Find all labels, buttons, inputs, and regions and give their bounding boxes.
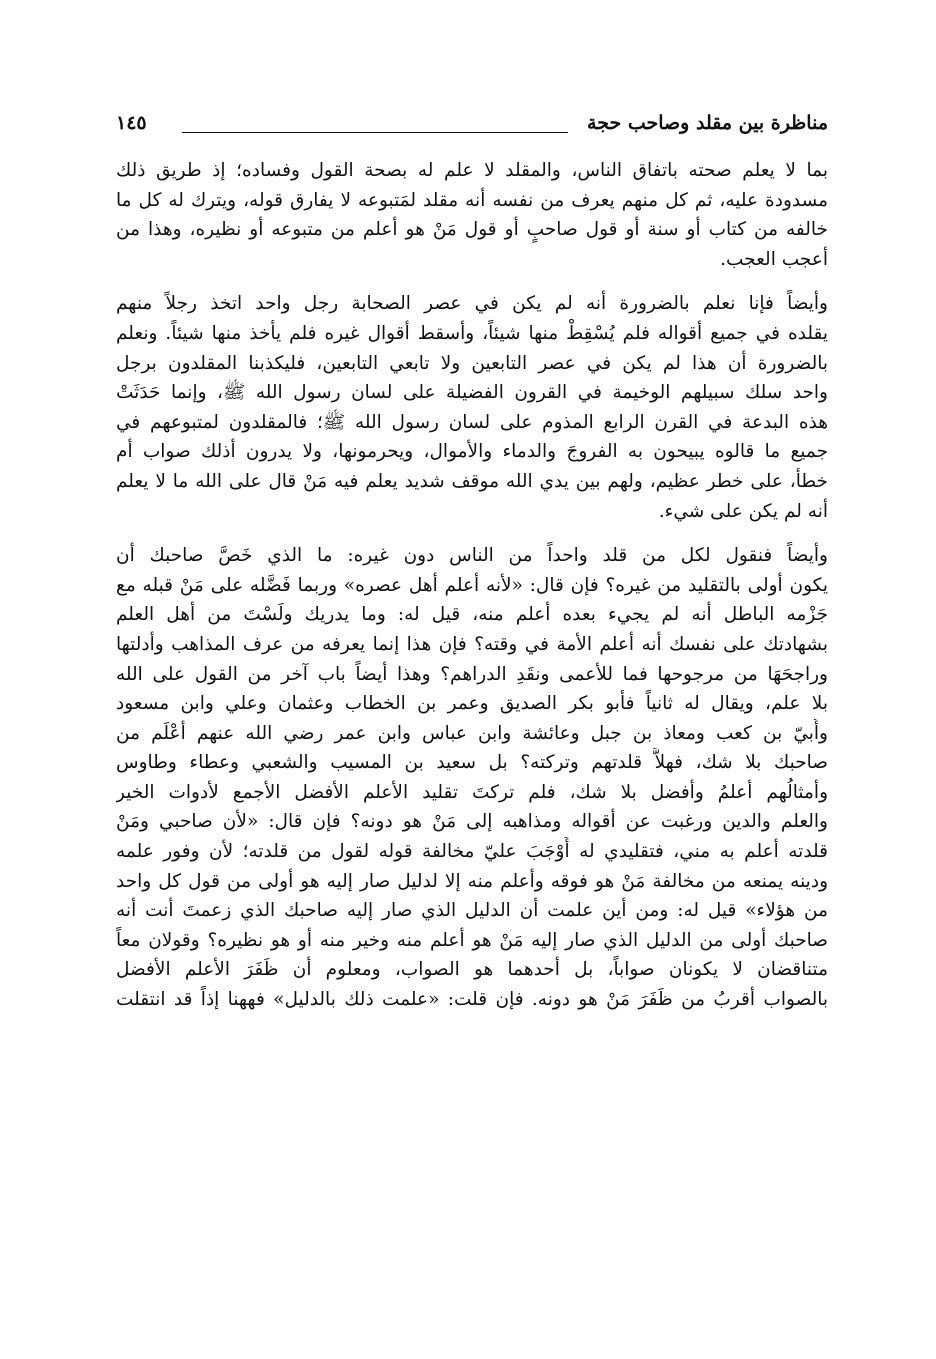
text-line: جَزْمه الباطل أنه لم يجيء بعده أعلم منه، قيل له: وما يدريك ولَسْتَ من أهل العلم — [116, 604, 828, 626]
text-line: جميع ما قالوه يبيحون به الفروجَ والدماء والأموال، ويحرمونها، ولا يدرون أذلك صواب أم — [116, 441, 828, 463]
page-number: ١٤٥ — [116, 112, 147, 134]
text-line: قلدته أعلم به مني، فتقليدي له أَوْجَبَ عليّ مخالفة قوله لقول من قلدته؛ لأن وفور علمه — [116, 841, 828, 863]
text-line: متناقضان لا يكونان صواباً، بل أحدهما هو الصواب، ومعلوم أن ظَفَرَ الأعلم الأفضل — [116, 959, 828, 981]
text-line: يكون أولى بالتقليد من غيره؟ فإن قال: «لأنه أعلم أهل عصره» وربما فَضَّله على مَنْ قبله مع — [116, 574, 828, 596]
text-line: خالفه من كتاب أو سنة أو قول صاحبٍ أو قول مَنْ هو أعلم من متبوعه أو نظيره، وهذا من — [116, 219, 828, 241]
text-line: مسدودة عليه، ثم كل منهم يعرف من نفسه أنه مقلد لمَتبوعه لا يفارق قوله، ويترك له كل ما — [116, 189, 828, 211]
text-line: وأيضاً فإنا نعلم بالضرورة أنه لم يكن في عصر الصحابة رجل واحد اتخذ رجلاً منهم — [116, 293, 828, 315]
body-text — [116, 156, 828, 1015]
text-line: وأمثالُهم أعلمُ وأفضل بلا شك، فلم تركتَ تقليد الأعلم الأفضل الأجمع لأدوات الخير — [116, 781, 828, 803]
text-line: صاحبك أولى من الدليل الذي صار إليه مَنْ هو أعلم منه وخير منه أو هو نظيره؟ وقولان معاً — [116, 929, 828, 951]
header-title: مناظرة بين مقلد وصاحب حجة — [587, 112, 828, 134]
text-line: وأيضاً فنقول لكل من قلد واحداً من الناس دون غيره: ما الذي خَصَّ صاحبك أن — [116, 545, 828, 567]
text-line: هذه البدعة في القرن الرابع المذوم على لسان رسول الله ﷺ؛ فالمقلدون لمتبوعهم في — [116, 411, 828, 433]
text-line: وراجحَهَا من مرجوحها فما للأعمى ونقَدِ الدراهم؟ وهذا أيضاً باب آخر من القول على الله — [116, 663, 828, 685]
text-line: أنه لم يكن على شيء. — [658, 500, 828, 522]
text-line: يقلده في جميع أقواله فلم يُسْقِطْ منها شيئاً، وأسقط أقوال غيره فلم يأخذ منها شيئاً. ونعلم — [116, 322, 828, 344]
text-line: بالصواب أقربُ من ظَفَرَ مَنْ هو دونه. فإن قلت: «علمت ذلك بالدليل» فههنا إذاً قد انتقلت — [116, 989, 828, 1011]
text-line: من هؤلاء» قيل له: ومن أين علمت أن الدليل الذي صار إليه صاحبك الذي زعمتَ أنت أنه — [116, 900, 828, 922]
text-line: بما لا يعلم صحته باتفاق الناس، والمقلد لا علم له بصحة القول وفساده؛ إذ طريق ذلك — [116, 160, 828, 181]
paragraph-gap — [116, 274, 828, 289]
text-line: وأُبيّ بن كعب ومعاذ بن جبل وعائشة وابن عباس وابن عمر رضي الله عنهم أعْلَم من — [116, 722, 828, 744]
paragraph-2 — [116, 289, 828, 526]
paragraph-3 — [116, 541, 828, 1015]
paragraph-1 — [116, 156, 828, 274]
text-line: أعجب العجب. — [720, 248, 828, 270]
paragraph-gap — [116, 526, 828, 541]
text-line: صاحبك بلا شك، فهلاَّ قلدتهم وتركته؟ بل سعيد بن المسيب والشعبي وعطاء وطاوس — [116, 752, 828, 774]
header-rule — [182, 132, 568, 133]
running-header — [116, 110, 828, 146]
text-line: خطأ، على خطر عظيم، ولهم بين يدي الله موقف شديد يعلم فيه مَنْ قال على الله ما لا يعلم — [116, 470, 828, 492]
text-line: بشهادتك على نفسك أنه أعلم الأمة في وقته؟ فإن هذا إنما يعرفه من عرف المذاهب وأدلتها — [116, 633, 828, 655]
text-line: واحد سلك سبيلهم الوخيمة في القرون الفضيلة على لسان رسول الله ﷺ، وإنما حَدَثَتْ — [116, 382, 828, 404]
text-line: ودينه يمنعه من مخالفة مَنْ هو فوقه وأعلم منه إلا لدليل صار إليه هو أولى من قول كل واحد — [116, 870, 828, 892]
text-line: بالضرورة أن هذا لم يكن في عصر التابعين ولا تابعي التابعين، فليكذبنا المقلدون برجل — [116, 352, 828, 374]
text-line: والعلم والدين ورغبت عن أقواله ومذاهبه إلى مَنْ هو دونه؟ فإن قال: «لأن صاحبي ومَنْ — [116, 811, 828, 833]
text-line: بلا علم، ويقال له ثانياً فأبو بكر الصديق وعمر بن الخطاب وعثمان وعلي وابن مسعود — [116, 693, 828, 715]
